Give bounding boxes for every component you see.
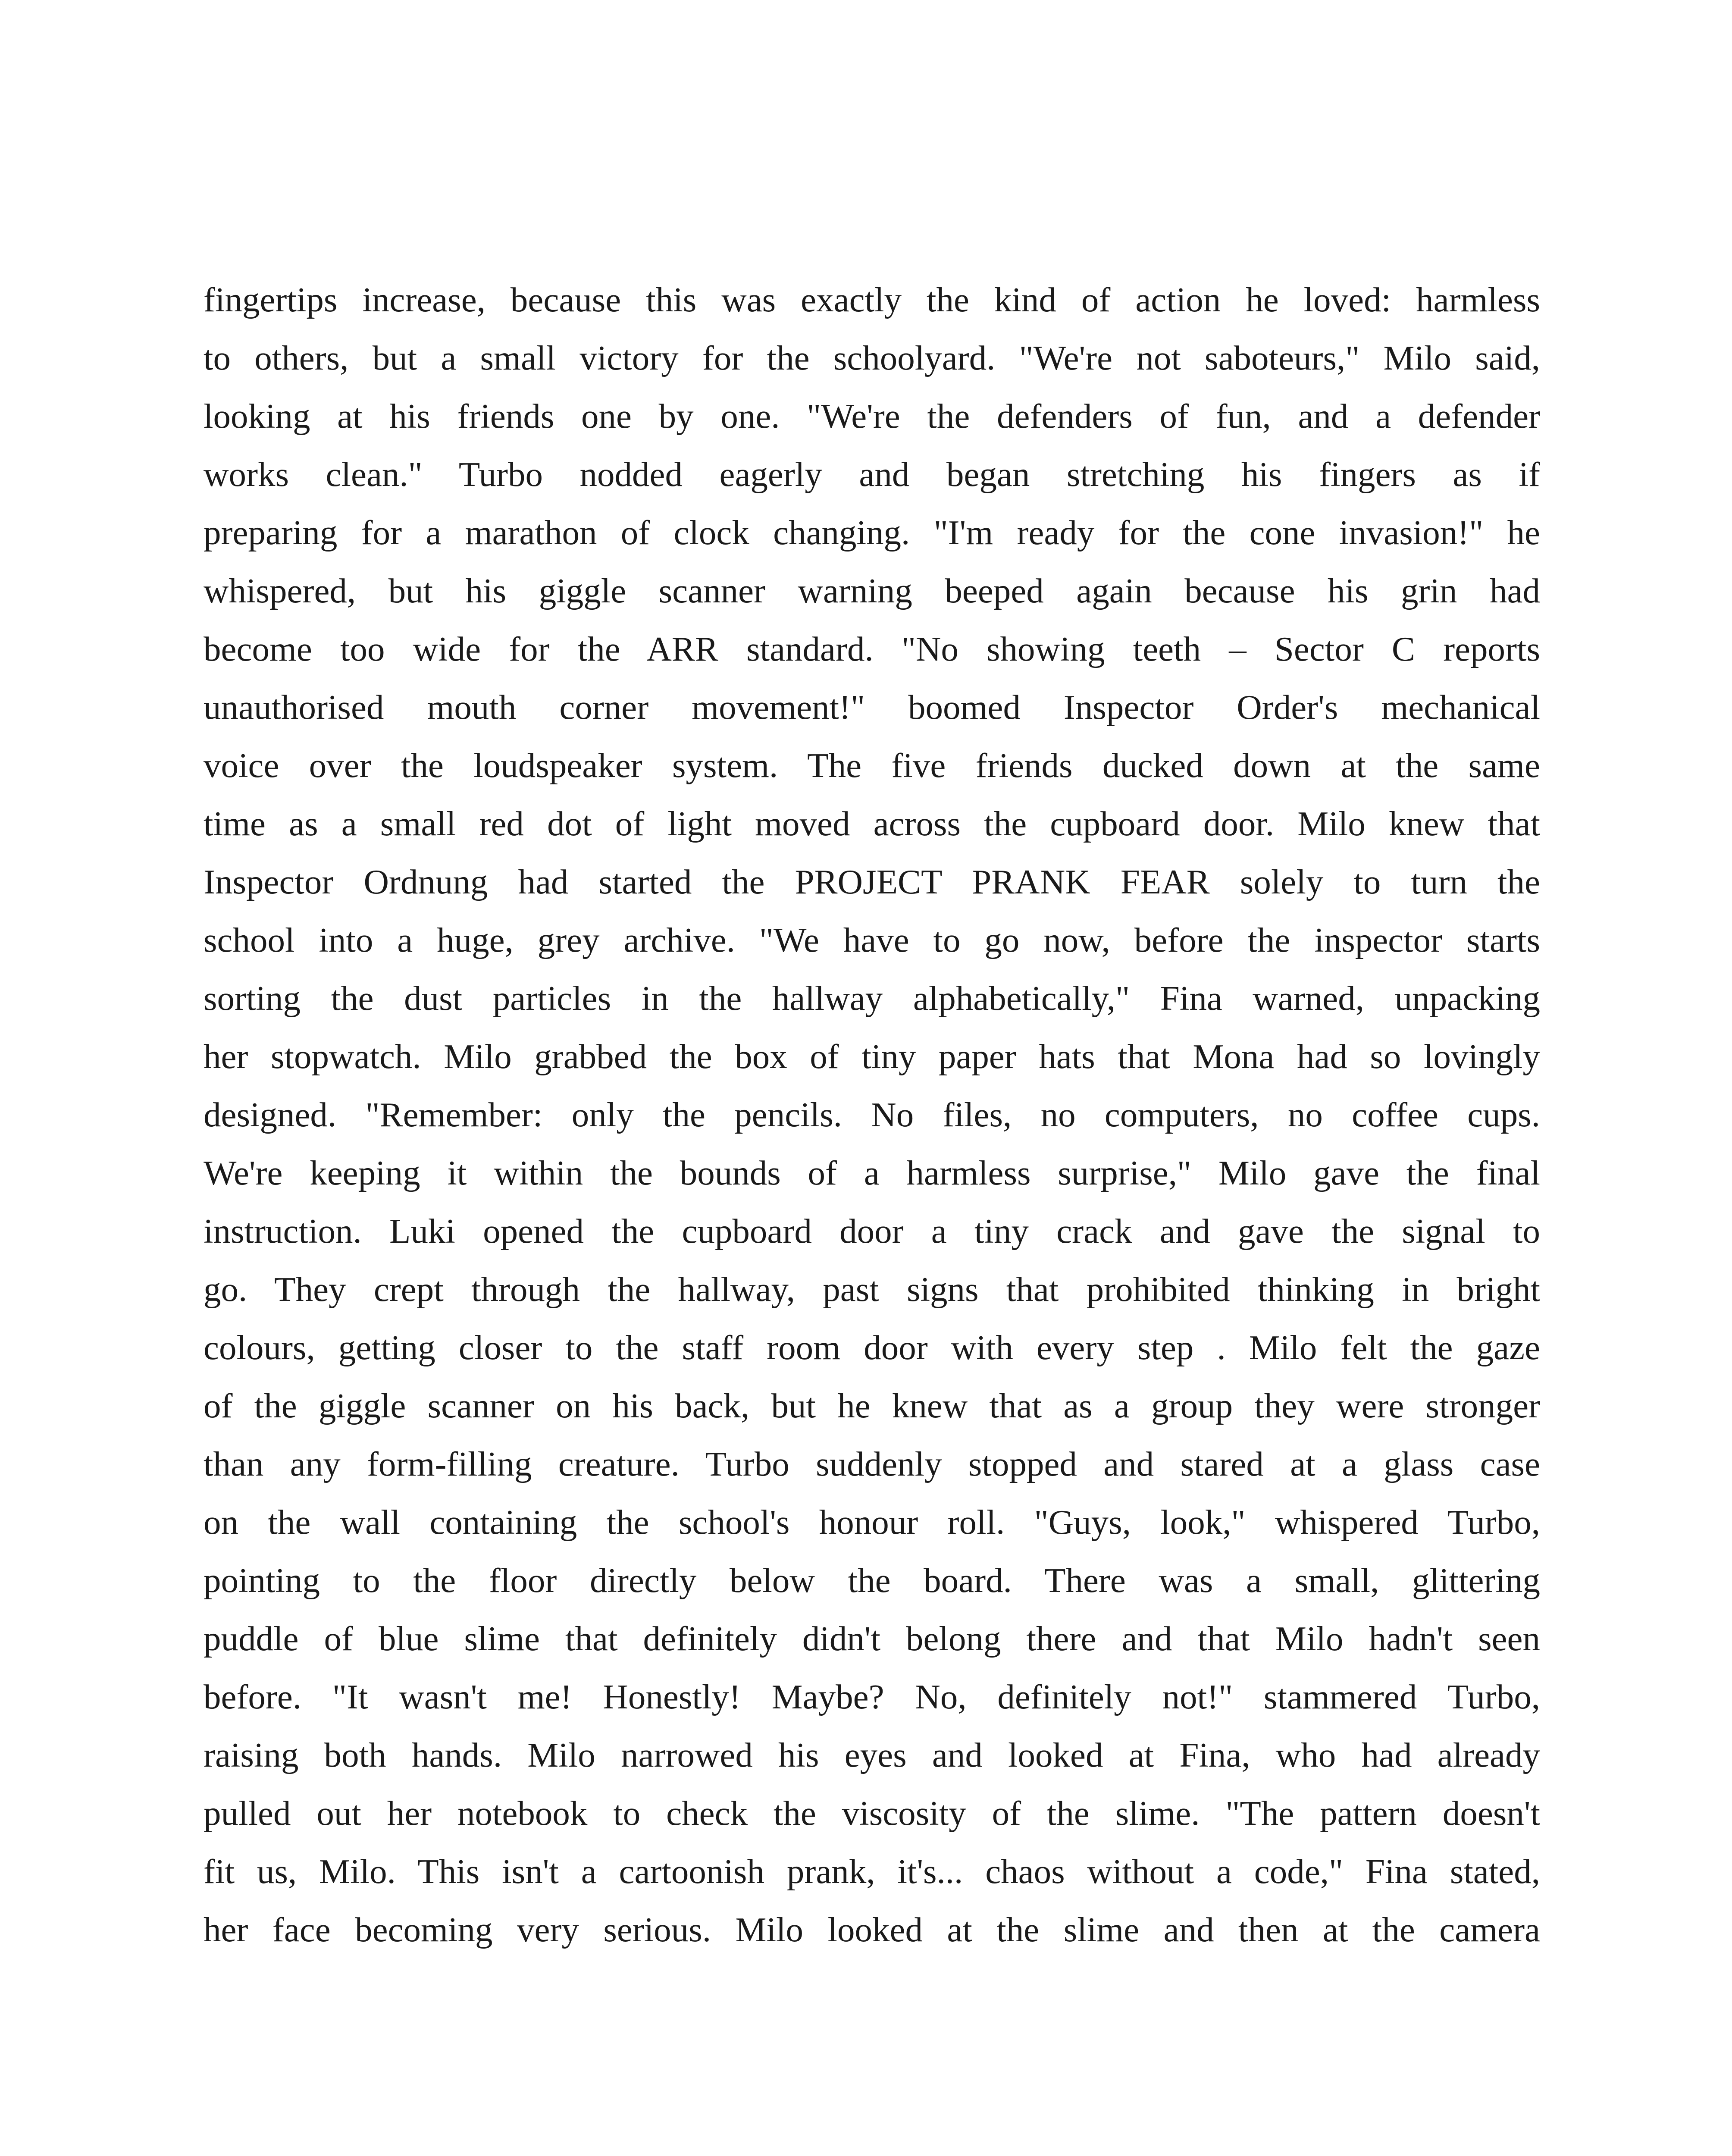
text-line: works clean." Turbo nodded eagerly and began stretching his fingers as if [204, 455, 1540, 494]
body-text [204, 271, 1540, 1959]
text-line: pointing to the floor directly below the board. There was a small, glittering [204, 1561, 1540, 1600]
text-line: looking at his friends one by one. "We're the defenders of fun, and a defender [204, 397, 1540, 436]
text-line: Inspector Ordnung had started the PROJECT PRANK FEAR solely to turn the [204, 862, 1540, 901]
text-line: of the giggle scanner on his back, but he knew that as a group they were stronger [204, 1386, 1540, 1425]
text-line: to others, but a small victory for the schoolyard. "We're not saboteurs," Milo said, [204, 338, 1540, 377]
text-line: raising both hands. Milo narrowed his eyes and looked at Fina, who had already [204, 1736, 1540, 1774]
text-line: voice over the loudspeaker system. The five friends ducked down at the same [204, 746, 1540, 785]
text-line: than any form-filling creature. Turbo suddenly stopped and stared at a glass case [204, 1445, 1540, 1483]
text-line: preparing for a marathon of clock changing. "I'm ready for the cone invasion!" he [204, 513, 1540, 552]
text-line: designed. "Remember: only the pencils. No files, no computers, no coffee cups. [204, 1095, 1540, 1134]
text-line: fit us, Milo. This isn't a cartoonish prank, it's... chaos without a code," Fina stated, [204, 1852, 1540, 1891]
text-line: unauthorised mouth corner movement!" boomed Inspector Order's mechanical [204, 688, 1540, 727]
text-line: fingertips increase, because this was exactly the kind of action he loved: harmless [204, 280, 1540, 319]
text-line: before. "It wasn't me! Honestly! Maybe? No, definitely not!" stammered Turbo, [204, 1677, 1540, 1716]
text-line: become too wide for the ARR standard. "No showing teeth – Sector C reports [204, 630, 1540, 668]
text-line: school into a huge, grey archive. "We have to go now, before the inspector starts [204, 921, 1540, 959]
text-line: puddle of blue slime that definitely didn't belong there and that Milo hadn't seen [204, 1619, 1540, 1658]
text-line: on the wall containing the school's honour roll. "Guys, look," whispered Turbo, [204, 1503, 1540, 1542]
text-line: her face becoming very serious. Milo looked at the slime and then at the camera [204, 1910, 1540, 1949]
text-line: time as a small red dot of light moved across the cupboard door. Milo knew that [204, 804, 1540, 843]
text-line: her stopwatch. Milo grabbed the box of tiny paper hats that Mona had so lovingly [204, 1037, 1540, 1076]
text-line: go. They crept through the hallway, past signs that prohibited thinking in bright [204, 1270, 1540, 1309]
text-line: We're keeping it within the bounds of a harmless surprise," Milo gave the final [204, 1153, 1540, 1192]
text-line: instruction. Luki opened the cupboard door a tiny crack and gave the signal to [204, 1212, 1540, 1250]
text-line: whispered, but his giggle scanner warning beeped again because his grin had [204, 571, 1540, 610]
text-line: pulled out her notebook to check the viscosity of the slime. "The pattern doesn't [204, 1794, 1540, 1833]
text-line: colours, getting closer to the staff room door with every step . Milo felt the gaze [204, 1328, 1540, 1367]
text-line: sorting the dust particles in the hallway alphabetically," Fina warned, unpacking [204, 979, 1540, 1018]
